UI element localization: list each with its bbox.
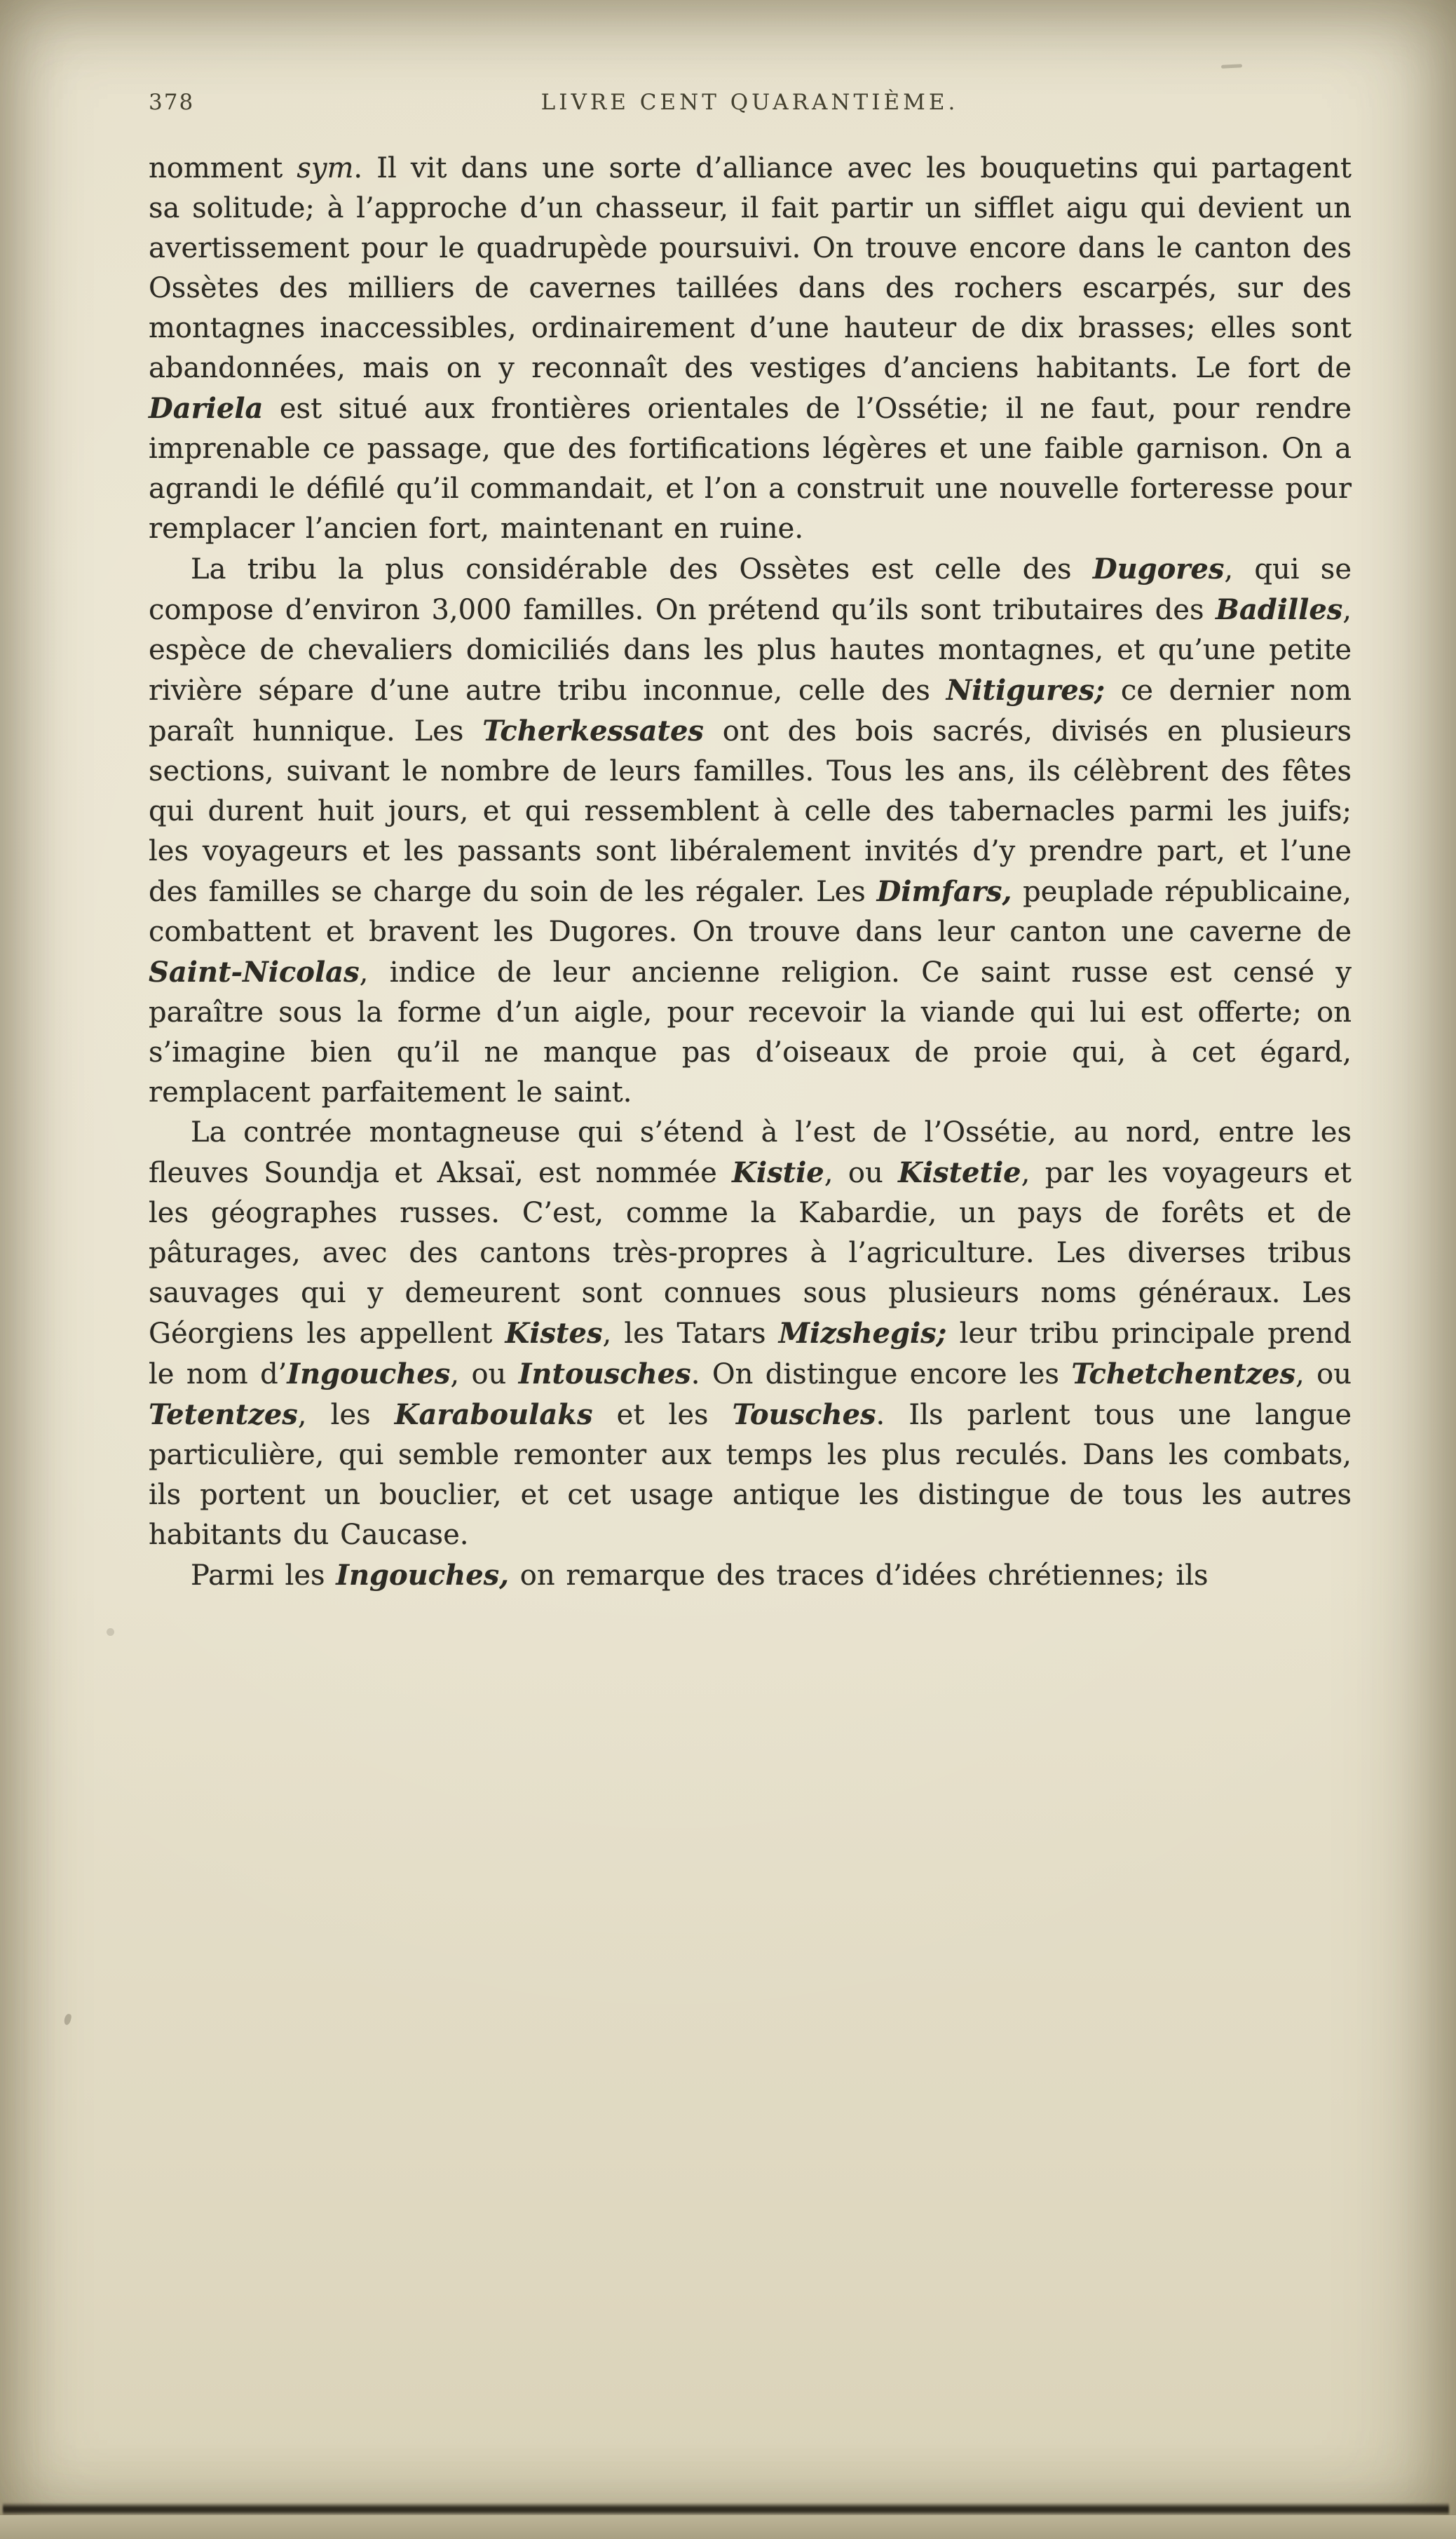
proper-name-emphasis: Nitigures; <box>946 674 1105 707</box>
text-run: nomment <box>149 152 297 184</box>
text-run: , ou <box>1295 1358 1352 1390</box>
running-header: LIVRE CENT QUARANTIÈME. <box>540 90 959 115</box>
proper-name-emphasis: Mizshegis; <box>778 1317 947 1350</box>
text-run: , indice de leur ancienne religion. Ce saint russe est censé y paraître sous la forme d’un aigle, pour recevoir la viande qui lui est offerte; on s’imagine bien qu’il ne manque pas d’oiseaux de proie qui, à cet égard, remplacent parfaitement le saint. <box>149 956 1352 1109</box>
text-run: et les <box>592 1399 733 1431</box>
proper-name-emphasis: Tcherkessates <box>482 715 704 747</box>
page-text <box>149 149 1352 1596</box>
proper-name-emphasis: Ingouches, <box>336 1559 510 1592</box>
text-run: . Il vit dans une sorte d’alliance avec les bouquetins qui partagent sa solitude; à l’approche d’un chasseur, il fait partir un sifflet aigu qui devient un avertissement pour le quadrupède poursuivi. On trouve encore dans le canton des Ossètes des milliers de cavernes taillées dans des rochers escarpés, sur des montagnes inaccessibles, ordinairement d’une hauteur de dix brasses; elles sont abandonnées, mais on y reconnaît des vestiges d’anciens habitants. Le fort de <box>149 152 1352 384</box>
proper-name-emphasis: Dariela <box>149 392 264 425</box>
proper-name-emphasis: Saint-Nicolas <box>149 956 360 989</box>
text-run: leur tribu principale prend le nom d’ <box>149 1318 1352 1390</box>
proper-name-emphasis: Tchetchentzes <box>1071 1357 1295 1390</box>
text-run: La contrée montagneuse qui s’étend à l’est de l’Ossétie, au nord, entre les fleuves Soundja et Aksaï, est nommée <box>149 1116 1352 1189</box>
text-run: , qui se compose d’environ 3,000 familles. On prétend qu’ils sont tributaires des <box>149 553 1352 626</box>
proper-name-emphasis: Intousches <box>518 1357 691 1390</box>
scan-artifact-dash <box>1221 64 1242 69</box>
text-run: , ou <box>450 1358 519 1390</box>
paragraph <box>149 1555 1352 1596</box>
text-run: . Ils parlent tous une langue particulière, qui semble remonter aux temps les plus reculés. Dans les combats, ils portent un bouclier, et cet usage antique les distingue de tous les autres habitants du Caucase. <box>149 1399 1352 1551</box>
proper-name-emphasis: Kistetie <box>898 1156 1021 1189</box>
text-run: , ou <box>824 1157 899 1189</box>
proper-name-emphasis: Tetentzes <box>149 1398 298 1431</box>
text-run: , par les voyageurs et les géographes russes. C’est, comme la Kabardie, un pays de forêts et de pâturages, avec des cantons très-propres à l’agriculture. Les diverses tribus sauvages qui y demeurent sont connues sous plusieurs noms généraux. Les Géorgiens les appellent <box>149 1157 1352 1350</box>
proper-name-emphasis: Dugores <box>1092 553 1225 585</box>
proper-name-emphasis: Kistes <box>505 1317 603 1350</box>
proper-name-emphasis: Karaboulaks <box>394 1398 593 1431</box>
proper-name-emphasis: Kistie <box>732 1156 824 1189</box>
text-run: on remarque des traces d’idées chrétiennes; ils <box>509 1559 1209 1592</box>
paragraph <box>149 549 1352 1113</box>
text-run: Parmi les <box>191 1559 336 1592</box>
proper-name-emphasis: Dimfars, <box>876 875 1012 908</box>
page-header <box>149 90 1351 115</box>
text-run: est situé aux frontières orientales de l’Ossétie; il ne faut, pour rendre imprenable ce passage, que des fortifications légères et une faible garnison. On a agrandi le défilé qu’il commandait, et l’on a construit une nouvelle forteresse pour remplacer l’ancien fort, maintenant en ruine. <box>149 393 1352 545</box>
proper-name-emphasis: Ingouches <box>287 1357 451 1390</box>
text-run: , espèce de chevaliers domiciliés dans les plus hautes montagnes, et qu’une petite rivière sépare d’une autre tribu inconnue, celle des <box>149 594 1352 707</box>
text-run: , les <box>297 1399 395 1431</box>
text-run: , les Tatars <box>602 1318 779 1350</box>
text-run: peuplade républicaine, combattent et bravent les Dugores. On trouve dans leur canton une caverne de <box>149 876 1352 948</box>
proper-name-emphasis: Badilles <box>1216 593 1343 626</box>
page-number: 378 <box>149 90 195 115</box>
text-run: . On distingue encore les <box>690 1358 1072 1390</box>
proper-name-emphasis: sym <box>297 152 354 184</box>
text-run: La tribu la plus considérable des Ossètes est celle des <box>191 553 1093 585</box>
page-bottom-edge <box>0 2515 1456 2539</box>
scan-artifact-mark <box>63 2013 72 2026</box>
paragraph <box>149 1113 1352 1555</box>
text-run: ce dernier nom paraît hunnique. Les <box>149 675 1352 747</box>
scan-artifact-speck <box>107 1628 114 1636</box>
proper-name-emphasis: Tousches <box>732 1398 876 1431</box>
page-bottom-edge-shadow <box>3 2503 1449 2515</box>
paragraph <box>149 149 1352 549</box>
text-run: ont des bois sacrés, divisés en plusieurs sections, suivant le nombre de leurs familles. Tous les ans, ils célèbrent des fêtes qui durent huit jours, et qui ressemblent à celle des tabernacles parmi les juifs; les voyageurs et les passants sont libéralement invités d’y prendre part, et l’une des familles se charge du soin de les régaler. Les <box>149 715 1352 908</box>
